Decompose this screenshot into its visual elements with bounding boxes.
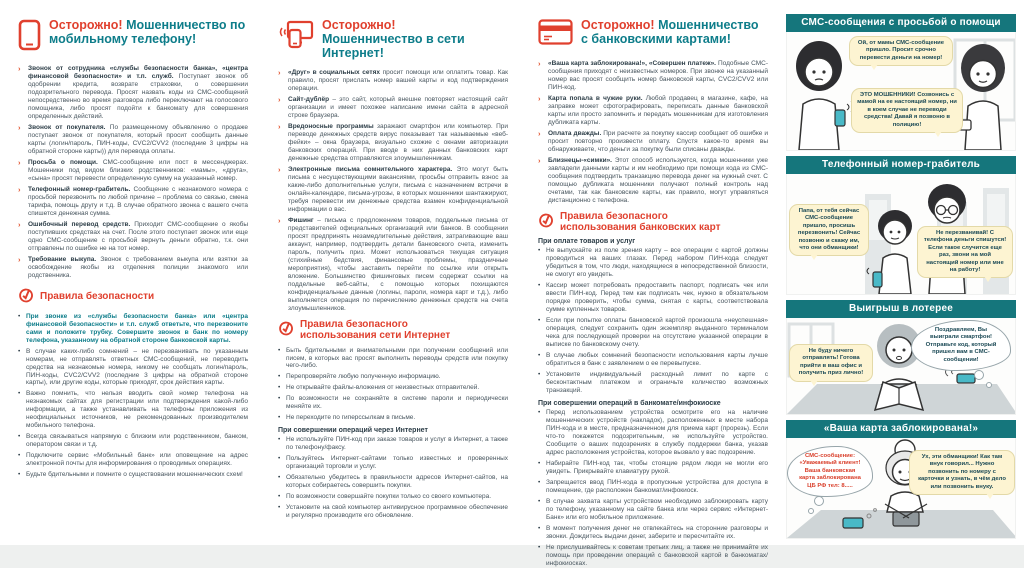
rule-item bbox=[538, 544, 768, 568]
rule-item bbox=[538, 525, 768, 541]
bullet-dot-icon: • bbox=[18, 347, 21, 355]
speech-bubble: Не буду ничего отправлять! Готова прийти в ваш офис и получить приз лично! bbox=[789, 344, 873, 382]
bullet-arrow-icon: › bbox=[278, 122, 281, 132]
comic-scene-boy-and-father bbox=[786, 174, 1016, 295]
comic-section-lottery bbox=[786, 300, 1016, 415]
rule-item bbox=[538, 409, 768, 457]
threat-item bbox=[278, 123, 508, 163]
bullet-dot-icon: • bbox=[278, 346, 281, 354]
comic-section-title: «Ваша карта заблокирована!» bbox=[786, 420, 1016, 438]
bullet-arrow-icon: › bbox=[18, 157, 21, 167]
bullet-dot-icon: • bbox=[278, 504, 281, 512]
bullet-dot-icon: • bbox=[538, 459, 541, 467]
rules-header bbox=[538, 212, 768, 234]
internet-devices-icon bbox=[278, 19, 314, 54]
bullet-dot-icon: • bbox=[278, 474, 281, 482]
threat-item bbox=[18, 256, 248, 280]
bank-card-icon bbox=[538, 19, 573, 51]
threat-text: Просьба о помощи. СМС-сообщение или пост в мессенджерах. Мошенники под видом близких родственников: «мамы», «друга», «сына» просят перевести определенную сумму на указанный номер. bbox=[28, 158, 249, 182]
threat-item bbox=[18, 159, 248, 183]
speech-bubble: Не перезванивай! С телефона деньги спишутся! Если такое случится еще раз, звони на мой настоящий номер или мне на работу! bbox=[917, 226, 1013, 278]
rule-text: Перед использованием устройства осмотрите его на наличие мошеннических устройств (накладок), расположенных в месте набора ПИН-кода и в месте, предназначенном для приема карт (прорезь). Если что-то покажется подозрительным, не используйте устройство. Сообщите о ваших подозрениях в службу поддержки банка, указав адрес расположения устройства, которое вызвало у вас подозрение. bbox=[546, 409, 768, 456]
rules-area bbox=[538, 238, 768, 567]
threat-text: Звонок от сотрудника «службы безопасности банка», «центра финансовой безопасности» и т.п. служб. Поступает звонок об одобрении кредита, возврате страховки, о совершении подозрительного перевода. Просят назвать коды из СМС-сообщений непосредственно во время разговора либо переключают на голосового помощника, либо просят подойти к банкомату для совершения определенных действий. bbox=[28, 65, 248, 120]
bullet-dot-icon: • bbox=[278, 414, 281, 422]
bullet-dot-icon: • bbox=[538, 247, 541, 255]
speech-bubble: Ой, от мамы СМС-сообщение пришло. Просит срочно перевести деньги на номер! bbox=[849, 36, 953, 66]
rule-text: Будьте бдительными и помните о существовании мошеннических схем! bbox=[26, 471, 243, 479]
rule-text: Если при попытке оплаты банковской картой произошла «неуспешная» операция, следует сохранить один экземпляр выданного терминалом чека для последующей проверки на отсутствие указанной операции в выписке по банковскому счету. bbox=[546, 317, 768, 349]
rule-item bbox=[278, 493, 508, 501]
comic-section-card-blocked bbox=[786, 420, 1016, 539]
rule-text: Установите на свой компьютер антивирусное программное обеспечение и регулярно производите его обновление. bbox=[286, 504, 508, 520]
threat-text: «Друг» в социальных сетях просит помощи или оплатить товар. Как правило, просят прислать номер вашей карты и код подтверждения операции. bbox=[288, 69, 508, 93]
rule-text: По возможности не сохраняйте в системе пароли и периодически меняйте их. bbox=[286, 395, 508, 411]
rule-item bbox=[278, 384, 508, 392]
rule-text: Установите индивидуальный расходный лимит по карте с бесконтактным платежом и ограничьте количество возможных транзакций. bbox=[546, 371, 768, 395]
threat-text: Телефонный номер-грабитель. Сообщение с незнакомого номера с просьбой перезвонить по любой причине – проблема со связью, смена тарифа, помощь другу и т.д. В случае обратного звонка с вашего счета спишется денежная сумма. bbox=[28, 185, 248, 217]
column-title bbox=[581, 18, 768, 46]
bullet-arrow-icon: › bbox=[278, 68, 281, 78]
rule-text: Не переходите по гиперссылкам в письме. bbox=[286, 414, 416, 422]
threat-item bbox=[278, 217, 508, 313]
rule-item bbox=[18, 452, 248, 468]
bullet-dot-icon: • bbox=[538, 371, 541, 379]
title-text: Мошенничество с банковскими картами! bbox=[581, 18, 759, 47]
column-cards-header bbox=[538, 18, 768, 51]
check-circle-icon bbox=[538, 212, 554, 233]
threat-text: «Ваша карта заблокирована!», «Совершен платеж». Подобные СМС-сообщения приходят с неизвестных номеров. При звонке на указанный номер вас просят сообщить номер банковской карты, CVC2/CVV2 или ПИН-код. bbox=[548, 60, 768, 91]
bullet-dot-icon: • bbox=[538, 543, 541, 551]
rule-item bbox=[538, 479, 768, 495]
threat-item bbox=[18, 186, 248, 218]
rule-item bbox=[538, 317, 768, 349]
thought-cloud-sms: СМС-сообщение: «Уважаемый клиент! Ваша банковская карта заблокирована ЦБ РФ тел: 8..... bbox=[787, 446, 873, 497]
comic-section-title: Телефонный номер-грабитель bbox=[786, 156, 1016, 174]
speech-bubble: ЭТО МОШЕННИКИ! Созвонись с мамой на ее настоящий номер, ни в коем случае не переводи средства! Давай я позвоню в полицию! bbox=[851, 88, 963, 133]
rule-text: Не выпускайте из поле зрения карту – все операции с картой должны проводиться на ваших глазах. Перед набором ПИН-кода следует убедиться в том, что люди, находящиеся в непосредственной близости, не смогут его увидеть. bbox=[546, 247, 768, 279]
rule-item bbox=[278, 455, 508, 471]
rule-item bbox=[18, 471, 248, 479]
rule-text: Перепроверяйте любую полученную информацию. bbox=[286, 373, 441, 381]
comic-section-title: СМС-сообщения с просьбой о помощи bbox=[786, 14, 1016, 32]
rules-header bbox=[18, 287, 248, 308]
threat-list bbox=[278, 69, 508, 313]
rule-text: В случае любых сомнений безопасности использования карты лучше обратиться в банк с заявлением о ее перевыпуске. bbox=[546, 352, 768, 368]
rule-text: Подключите сервис «Мобильный банк» или оповещение на адрес электронной почты для информирования о проводимых операциях. bbox=[26, 452, 248, 468]
bullet-arrow-icon: › bbox=[538, 155, 541, 165]
rule-item bbox=[278, 395, 508, 411]
comic-panel bbox=[780, 0, 1024, 545]
rule-item bbox=[278, 347, 508, 371]
check-circle-icon bbox=[18, 287, 34, 308]
rule-text: Не используйте ПИН-код при заказе товаров и услуг в Интернет, а также по телефону/факсу. bbox=[286, 436, 508, 452]
rule-item bbox=[18, 348, 248, 388]
warning-word: Осторожно! bbox=[581, 18, 655, 32]
bullet-arrow-icon: › bbox=[278, 216, 281, 226]
threat-item bbox=[538, 130, 768, 154]
threat-item bbox=[538, 60, 768, 92]
bullet-arrow-icon: › bbox=[538, 93, 541, 103]
threat-text: Электронные письма сомнительного характера. Это могут быть письма с несуществующими вакансиями, просьбы отправить взнос за какие-либо дополнительные услуги, письма с назначением встречи в онлайн-календаре, письма-угрозы, в которых мошенники шантажируют, требуя перевести им денежные средства взамен конфиденциальной информации о вас. bbox=[288, 166, 508, 214]
bullet-dot-icon: • bbox=[18, 390, 21, 398]
rules-subheading: При совершении операций через Интернет bbox=[278, 427, 428, 435]
rules-subheading: При совершении операций в банкомате/инфокиоске bbox=[538, 400, 721, 408]
mobile-phone-icon bbox=[18, 19, 41, 56]
column-internet bbox=[260, 0, 520, 545]
threat-item bbox=[278, 166, 508, 214]
bullet-dot-icon: • bbox=[18, 471, 21, 479]
bullet-dot-icon: • bbox=[278, 384, 281, 392]
rule-item bbox=[278, 373, 508, 381]
rule-text: Кассир может потребовать предоставить паспорт, подписать чек или ввести ПИН-код. Перед тем как подписать чек, нужно в обязательном порядке проверить, чтобы сумма, снятая с карты, соответствовала сумме купленных товаров. bbox=[546, 282, 768, 314]
threat-text: Фишинг – письма с предложением товаров, поддельные письма от представителей официальных организаций или банков. В сообщении просят предпринять незамедлительные действия, затрагивающие ваш аккаунт, например, подтвердить детали банковского счета, изменить пароль, получить приз. Может использоваться текущая ситуация (стихийные бедствия, финансовые проблемы, праздничные мероприятия), чтобы заставить перейти по ссылке или открыть вложение. Большинство фишинговых писем содержат ссылки на поддельные веб-сайты, с помощью которых похищаются конфиденциальные данные (логины, пароли, номера карт и т.д.), либо выполняется операция по перечислению денежных средств на счета злоумышленников. bbox=[288, 217, 508, 312]
rule-item bbox=[538, 352, 768, 368]
threat-item bbox=[278, 69, 508, 93]
comic-scene-woman-reading bbox=[786, 318, 1016, 415]
rule-text: Не прислушивайтесь к советам третьих лиц, а также не принимайте их помощь при проведении операций с банковской картой в банкоматах/инфокиосках. bbox=[546, 543, 768, 567]
comic-section-sms-help bbox=[786, 14, 1016, 151]
bullet-dot-icon: • bbox=[278, 455, 281, 463]
warning-word: Осторожно! bbox=[49, 18, 123, 32]
bullet-arrow-icon: › bbox=[278, 165, 281, 175]
rule-item bbox=[278, 474, 508, 490]
bullet-dot-icon: • bbox=[538, 497, 541, 505]
rule-text: Обязательно убедитесь в правильности адресов Интернет-сайтов, на которых собираетесь совершить покупки. bbox=[286, 474, 508, 490]
speech-bubble: Папа, от тебя сейчас СМС-сообщение пришло, просишь перезвонить! Сейчас позвоню и скажу им, что они обманщики! bbox=[789, 204, 869, 256]
rules-title: Правила безопасного использования сети Интернет bbox=[300, 318, 451, 341]
bullet-arrow-icon: › bbox=[18, 184, 21, 194]
threat-list bbox=[18, 65, 248, 280]
threat-item bbox=[538, 157, 768, 205]
rule-item bbox=[18, 433, 248, 449]
bullet-dot-icon: • bbox=[278, 373, 281, 381]
rule-text: Важно помнить, что нельзя вводить свой номер телефона на незнакомых сайтах для регистрации или подтверждения какой-либо информации, а также устанавливать на телефоны приложения из неофициальных источников, не рекомендованных производителем мобильного телефона. bbox=[26, 390, 248, 430]
threat-item bbox=[538, 95, 768, 127]
rule-text: В случае каких-либо сомнений – не перезванивать по указанным номерам, не отправлять ответных СМС-сообщений, не переводить средства на незнакомые номера, никому не сообщать логин/пароль, ПИН-коды, CVC2/CVV2 (последние 3 цифры на обратной стороне карты), или другие коды, которые приходят, срок действия карты. bbox=[26, 347, 248, 387]
bullet-dot-icon: • bbox=[18, 312, 21, 320]
column-cards bbox=[520, 0, 780, 567]
threat-text: Оплата дважды. При расчете за покупку кассир сообщает об ошибке и просит повторно произвести оплату. Спустя какое-то время вы обнаруживаете, что деньги за покупку были списаны дважды. bbox=[548, 129, 768, 153]
column-mobile-header bbox=[18, 18, 248, 56]
rule-item bbox=[278, 504, 508, 520]
threat-item bbox=[18, 221, 248, 253]
comic-section-number-robber bbox=[786, 156, 1016, 295]
threat-item bbox=[18, 65, 248, 121]
comic-scene-two-women bbox=[786, 32, 1016, 151]
rule-item bbox=[18, 313, 248, 345]
threat-item bbox=[18, 124, 248, 156]
title-text: Мошенничество по мобильному телефону! bbox=[49, 18, 246, 47]
rules-area bbox=[278, 347, 508, 521]
bullet-dot-icon: • bbox=[18, 452, 21, 460]
rules-title: Правила безопасного использования банковских карт bbox=[560, 210, 721, 233]
threat-text: Требование выкупа. Звонок с требованием выкупа или взятки за освобождение якобы из отделения полиции знакомого или родственника. bbox=[28, 255, 248, 279]
bullet-arrow-icon: › bbox=[538, 128, 541, 138]
check-circle-icon bbox=[278, 320, 294, 341]
column-title bbox=[322, 18, 508, 60]
rule-item bbox=[538, 460, 768, 476]
rule-item bbox=[18, 390, 248, 430]
rule-text: В случае захвата карты устройством необходимо заблокировать карту по телефону, указанному на сайте банка или через сервис «Интернет-Банк» или его мобильное приложение. bbox=[546, 497, 768, 521]
rule-text: Всегда связываться напрямую с близким или родственником, банком, оператором связи и т.д. bbox=[26, 433, 248, 449]
rule-text: По возможности совершайте покупки только со своего компьютера. bbox=[286, 493, 491, 501]
warning-word: Осторожно! bbox=[322, 18, 396, 32]
rule-text: Не открывайте файлы-вложения от неизвестных отправителей. bbox=[286, 384, 480, 392]
threat-text: Ошибочный перевод средств. Приходит СМС-сообщение о якобы поступивших средствах на счет. После этого поступает звонок или еще одно СМС-сообщение с просьбой вернуть деньги обратно, т.к. они отправлены по ошибке не на тот номер. bbox=[28, 220, 248, 252]
title-text: Мошенничество в сети Интернет! bbox=[322, 32, 465, 61]
comic-scene-grandmother bbox=[786, 438, 1016, 539]
speech-bubble: Ух, эти обманщики! Как там внук говорил... Нужно позвонить по номеру с карточки и узнать, в чём дело или позвонить внуку. bbox=[909, 450, 1015, 495]
bullet-dot-icon: • bbox=[278, 436, 281, 444]
rule-text: Пользуйтесь Интернет-сайтами только известных и проверенных организаций торговли и услуг. bbox=[286, 455, 508, 471]
bullet-dot-icon: • bbox=[18, 433, 21, 441]
rule-text: В момент получения денег не отвлекайтесь на сторонние разговоры и звонки. Дождитесь выдачи денег, заберите и пересчитайте их. bbox=[546, 524, 768, 540]
bullet-arrow-icon: › bbox=[538, 59, 541, 68]
threat-text: Карта попала в чужие руки. Любой продавец в магазине, кафе, на заправке может сфотографировать, переписать данные банковской карты или просто запомнить и передать мошенникам для изготовления дубликата карты. bbox=[548, 94, 768, 126]
column-internet-header bbox=[278, 18, 508, 60]
column-mobile bbox=[0, 0, 260, 545]
rule-item bbox=[538, 498, 768, 522]
rule-item bbox=[278, 414, 508, 422]
threat-text: Вредоносные программы заражают смартфон или компьютер. При переводе денежных средств вирус показывает так называемые «веб-фейки» – окна браузера, визуально схожие с окнами авторизации банковских операций. При вводе в них данных банковских карт денежные средства отправляются злоумышленникам. bbox=[288, 123, 508, 163]
bullet-dot-icon: • bbox=[278, 493, 281, 501]
bullet-arrow-icon: › bbox=[18, 64, 21, 73]
thought-cloud: Поздравляем, Вы выиграли смартфон! Отправьте код, который пришел вам в СМС-сообщении! bbox=[911, 320, 1011, 371]
bullet-dot-icon: • bbox=[538, 478, 541, 486]
bullet-arrow-icon: › bbox=[18, 254, 21, 264]
rules-header bbox=[278, 320, 508, 342]
bullet-arrow-icon: › bbox=[18, 219, 21, 229]
bullet-dot-icon: • bbox=[538, 352, 541, 360]
threat-item bbox=[278, 96, 508, 120]
threat-list bbox=[538, 60, 768, 205]
rule-item bbox=[538, 371, 768, 395]
rule-text: Набирайте ПИН-код так, чтобы стоящие рядом люди не могли его увидеть. Прикрывайте клавиатуру рукой. bbox=[546, 459, 768, 475]
bullet-arrow-icon: › bbox=[278, 95, 281, 105]
bullet-dot-icon: • bbox=[538, 409, 541, 417]
rule-text: Запрещается ввод ПИН-кода в пропускные устройства для доступа в помещение, где расположен банкомат/инфокиоск. bbox=[546, 478, 768, 494]
threat-text: Близнецы-«симки». Этот способ используется, когда мошенники уже завладели данными карты и им необходимо при помощи кода из СМС-сообщения подтвердить транзакцию перевода денег на нужный счет. С помощью дубликата мошенники получают полный контроль над счетами, так как банковские карты, как правило, могут управляться дистанционно с телефона. bbox=[548, 156, 768, 204]
bullet-dot-icon: • bbox=[538, 524, 541, 532]
bullet-dot-icon: • bbox=[538, 282, 541, 290]
rules-area bbox=[18, 313, 248, 480]
rule-item bbox=[538, 247, 768, 279]
rules-title: Правила безопасности bbox=[40, 290, 155, 302]
bullet-arrow-icon: › bbox=[18, 122, 21, 132]
comic-section-title: Выигрыш в лотерее bbox=[786, 300, 1016, 318]
rule-text: При звонке из «службы безопасности банка» или «центра финансовой безопасности» и т.п. служб ответьте, что перезвоните сами и положите трубку. Совершите звонок в банк по номеру телефона, указанному на обратной стороне банковской карты. bbox=[26, 312, 248, 344]
threat-text: Сайт-дублёр – это сайт, который внешне повторяет настоящий сайт организации и имеет похожее написание имени сайта в адресной строке браузера. bbox=[288, 96, 508, 120]
rules-subheading: При оплате товаров и услуг bbox=[538, 238, 636, 246]
bullet-dot-icon: • bbox=[538, 317, 541, 325]
rule-item bbox=[278, 436, 508, 452]
column-title bbox=[49, 18, 248, 46]
rule-item bbox=[538, 282, 768, 314]
bullet-dot-icon: • bbox=[278, 395, 281, 403]
threat-text: Звонок от покупателя. По размещенному объявлению о продаже поступает звонок от покупателя, который просит сообщить данные карты (логин/пароль, ПИН-коды, CVC2/CVV2 (последние 3 цифры на обратной стороне карты)) для перевода оплаты. bbox=[28, 123, 248, 155]
rule-text: Быть бдительными и внимательными при получении сообщений или писем, в которых вас просят выполнить переводы средств или покупку чего-либо. bbox=[286, 346, 508, 370]
